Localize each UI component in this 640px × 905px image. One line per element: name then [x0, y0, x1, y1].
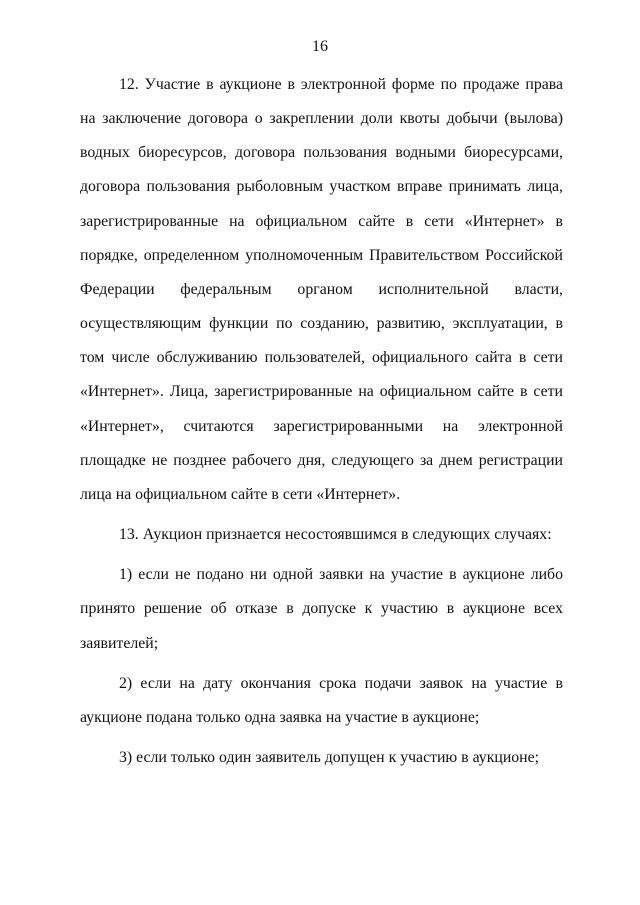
page-number: 16 [312, 38, 328, 55]
paragraph-13-item-1: 1) если не подано ни одной заявки на участие в аукционе либо принято решение об отказе в допуске к участию в аукционе всех заявителей; [80, 566, 563, 652]
paragraph-13-item-3: 3) если только один заявитель допущен к участию в аукционе; [119, 748, 540, 766]
paragraph-12: 12. Участие в аукционе в электронной форме по продаже права на заключение договора о закреплении доли квоты добычи (вылова) водных биоресурсов, договора пользования водными биоресурсами, договора пользования рыболовным участком вправе принимать лица, зарегистрированные на официальном сайте в сети «Интернет» в порядке, определенном уполномоченным Правительством Российской Федерации федеральным органом исполнительной власти, осуществляющим функции по созданию, развитию, эксплуатации, в том числе обслуживанию пользователей, официального сайта в сети «Интернет». Лица, зарегистрированные на официальном сайте в сети «Интернет», считаются зарегистрированными на электронной площадке не позднее рабочего дня, следующего за днем регистрации лица на официальном сайте в сети «Интернет». [80, 76, 563, 503]
document-body [80, 68, 563, 775]
paragraph-13: 13. Аукцион признается несостоявшимся в следующих случаях: [119, 526, 552, 544]
paragraph-13-item-2: 2) если на дату окончания срока подачи заявок на участие в аукционе подана только одна заявка на участие в аукционе; [80, 674, 563, 726]
